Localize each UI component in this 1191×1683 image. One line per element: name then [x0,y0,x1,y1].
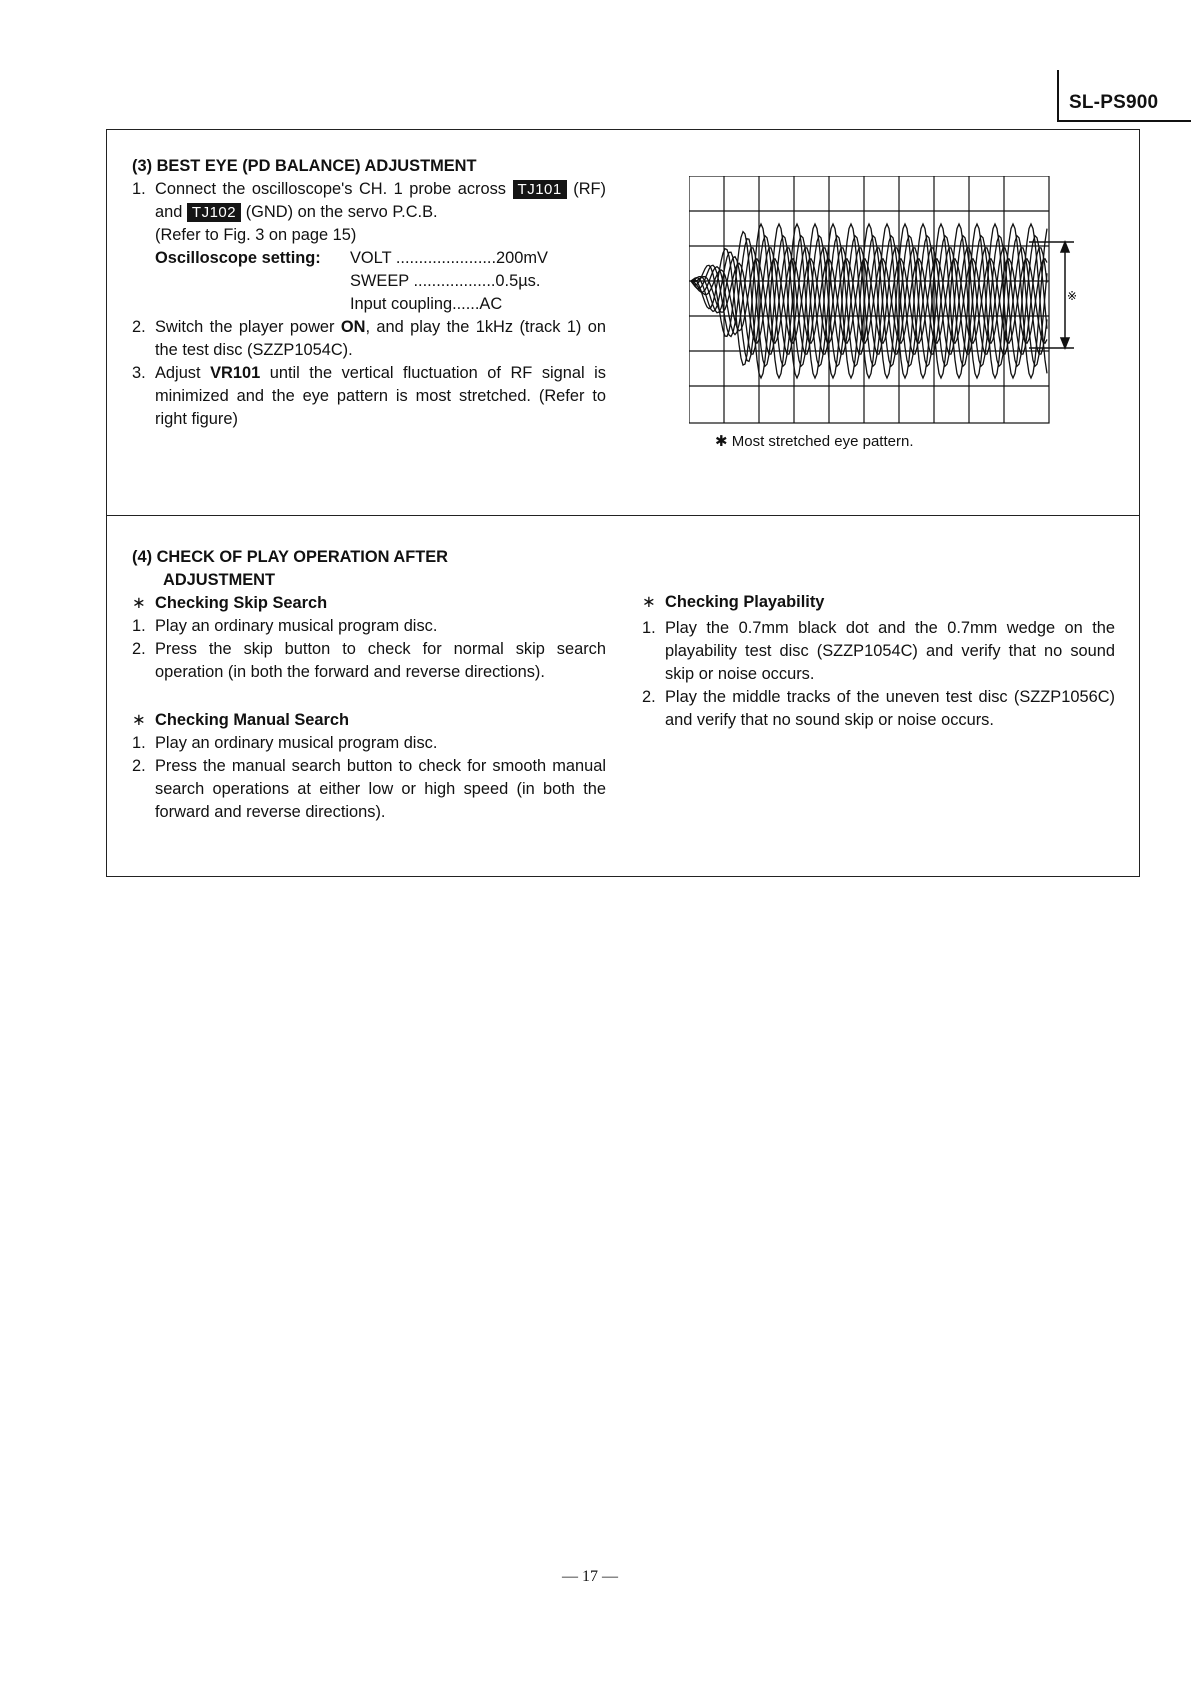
list-item [132,615,606,638]
item-text: Play the middle tracks of the uneven test disc (SZZP1056C) and verify that no sound skip or noise occurs. [665,688,1115,729]
step-1-text-mid: (RF) and [155,180,607,221]
item-number: 2. [132,640,146,658]
step-2-bold: ON [340,318,366,336]
playability-heading [642,591,1115,614]
section-best-eye [132,155,606,431]
figure-caption: ✱ Most stretched eye pattern. [715,433,914,450]
list-item [132,732,606,755]
manual-search-title: Checking Manual Search [155,711,350,729]
section-divider [106,515,1140,516]
tj102-label: TJ102 [187,203,241,222]
scope-setting-volt [132,247,606,270]
list-item [132,755,606,824]
skip-search-heading [132,592,606,615]
asterisk-icon: ∗ [132,594,146,612]
skip-search-title: Checking Skip Search [155,594,328,612]
step-3-text-pre: Adjust [155,364,211,382]
list-item [642,686,1115,732]
manual-search-heading [132,709,606,732]
step-number: 1. [132,180,146,198]
eye-waveforms [691,224,1047,378]
item-text: Play an ordinary musical program disc. [155,617,438,635]
list-item [132,638,606,684]
section-4-title: (4) CHECK OF PLAY OPERATION AFTER [132,548,448,566]
step-2-text-post: , and play the 1kHz (track 1) on the test disc (SZZP1054C). [155,318,607,359]
marker-symbol: ※ [1066,289,1078,303]
asterisk-icon: ∗ [642,593,656,611]
figure-reference: (Refer to Fig. 3 on page 15) [155,226,357,244]
step-2 [132,316,606,362]
step-number: 3. [132,364,146,382]
model-number: SL-PS900 [1069,92,1159,113]
item-text: Play an ordinary musical program disc. [155,734,438,752]
setting-value: Input coupling......AC [350,295,503,313]
step-2-text-pre: Switch the player power [155,318,341,336]
scope-setting-sweep [132,270,606,293]
section-3-title: (3) BEST EYE (PD BALANCE) ADJUSTMENT [132,157,477,175]
tj101-label: TJ101 [513,180,567,199]
section-play-check [132,546,606,824]
step-number: 2. [132,318,146,336]
item-number: 1. [132,734,146,752]
scope-setting-label: Oscilloscope setting: [155,249,321,267]
step-1 [132,178,606,224]
page-number: — 17 — [562,1568,618,1585]
step-3-text-post: until the vertical fluctuation of RF signal is minimized and the eye pattern is most stretched. (Refer to right figure) [155,364,606,428]
eye-pattern-figure [689,176,1079,426]
step-1-text-post: (GND) on the servo P.C.B. [245,203,438,221]
step-3-bold: VR101 [210,364,261,382]
step-1-text-pre: Connect the oscilloscope's CH. 1 probe across [155,180,507,198]
setting-value: SWEEP ..................0.5µs. [350,272,541,290]
item-number: 2. [642,688,656,706]
item-text: Play the 0.7mm black dot and the 0.7mm wedge on the playability test disc (SZZP1054C) and verify that no sound skip or noise occurs. [665,619,1115,683]
section-4-title-cont: ADJUSTMENT [163,571,276,589]
item-number: 2. [132,757,146,775]
playability-title: Checking Playability [665,593,825,611]
item-number: 1. [642,619,656,637]
scope-setting-coupling [132,293,606,316]
item-text: Press the skip button to check for normal skip search operation (in both the forward and reverse directions). [155,640,606,681]
item-text: Press the manual search button to check for smooth manual search operations at either low or high speed (in both the forward and reverse directions). [155,757,606,821]
model-tag [1057,70,1191,122]
item-number: 1. [132,617,146,635]
step-3 [132,362,606,431]
asterisk-icon: ∗ [132,711,146,729]
section-playability [642,591,1115,732]
setting-value: VOLT ......................200mV [350,249,548,267]
list-item [642,617,1115,686]
